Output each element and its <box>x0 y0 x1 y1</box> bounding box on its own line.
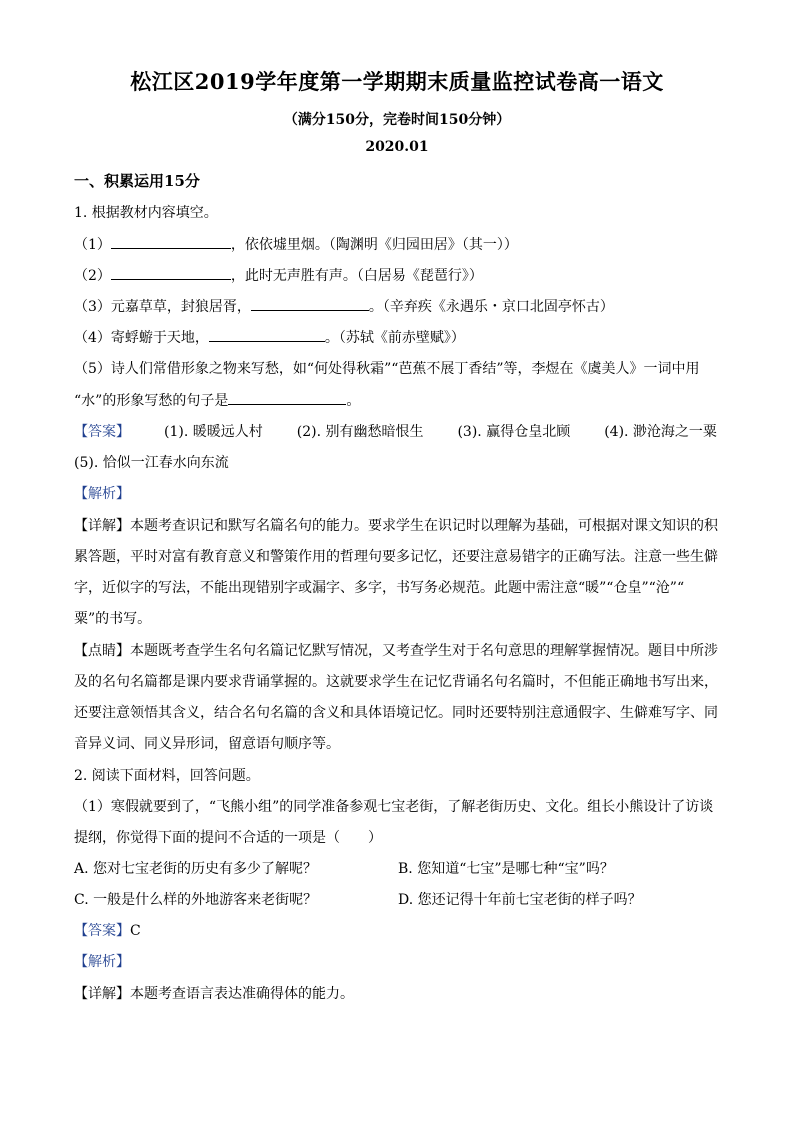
answer-tag: 【答案】 <box>74 424 130 440</box>
answer-3: (3). 赢得仓皇北顾 <box>457 424 571 440</box>
item-text: ，此时无声胜有声。（白居易《琵琶行》） <box>230 268 483 284</box>
detail-line-3: 字，近似字的写法，不能出现错别字或漏字、多字，书写务必规范。此题中需注意“暖”“仓皇”“沧”“ <box>74 580 685 596</box>
item-text: ，依依墟里烟。（陶渊明《归园田居》（其一）） <box>230 237 518 253</box>
question-2-sub-line-1: （1）寒假就要到了，“飞熊小组”的同学准备参观七宝老街，了解老街历史、文化。组长小熊设计了访谈 <box>74 799 714 815</box>
item-prefix: （4）寄蜉蝣于天地， <box>74 330 209 346</box>
item-text: 。（辛弃疾《永遇乐・京口北固亭怀古） <box>368 299 614 315</box>
option-b: B. 您知道“七宝”是哪七种“宝”吗？ <box>398 861 614 877</box>
fill-blank <box>209 327 325 342</box>
question-1-item-4 <box>74 327 724 348</box>
question-1-item-1 <box>74 234 724 255</box>
item-prefix: “水”的形象写愁的句子是 <box>74 393 229 409</box>
answer-2: (2). 别有幽愁暗恨生 <box>296 424 424 440</box>
item-prefix: （1） <box>74 237 111 253</box>
item-text: 。 <box>346 393 361 409</box>
answer-5: (5). 恰似一江春水向东流 <box>74 455 229 471</box>
question-1-stem: 1. 根据教材内容填空。 <box>74 205 218 221</box>
section-heading: 一、积累运用15分 <box>74 172 200 190</box>
point-line-3: 还要注意领悟其含义，结合名句名篇的含义和具体语境记忆。同时还要特别注意通假字、生僻难写字、同 <box>74 705 718 721</box>
point-line-4: 音异义词、同义异形词，留意语句顺序等。 <box>74 736 340 752</box>
question-1-item-2 <box>74 265 724 286</box>
item-prefix: （3）元嘉草草，封狼居胥， <box>74 299 251 315</box>
question-1-item-5-line-2 <box>74 390 724 411</box>
detail-line-2: 累答题，平时对富有教育意义和警策作用的哲理句要多记忆，还要注意易错字的正确写法。注意一些生僻 <box>74 549 718 565</box>
option-c: C. 一般是什么样的外地游客来老街呢？ <box>74 892 318 908</box>
question-1-item-5-line-1: （5）诗人们常借形象之物来写愁，如“何处得秋霜”“芭蕉不展丁香结”等，李煜在《虞美人》一词中用 <box>74 361 700 377</box>
option-a: A. 您对七宝老街的历史有多少了解呢？ <box>74 861 318 877</box>
question-2-detail <box>74 984 724 1004</box>
point-line-1 <box>74 641 724 661</box>
point-line-2: 及的名句名篇都是课内要求背诵掌握的。这就要求学生在记忆背诵名句名篇时，不但能正确地书写出来， <box>74 674 718 690</box>
point-tag: 【点睛】 <box>74 643 130 659</box>
item-text: 。（苏轼《前赤壁赋》） <box>324 330 465 346</box>
answer-tag: 【答案】 <box>74 923 130 939</box>
fill-blank <box>251 296 369 311</box>
question-2-analysis-tag: 【解析】 <box>74 954 130 970</box>
detail-line-4: 粟”的书写。 <box>74 611 152 627</box>
detail-text: 本题考查识记和默写名篇名句的能力。要求学生在识记时以理解为基础，可根据对课文知识的积 <box>130 518 718 534</box>
page-subtitle: （满分150分，完卷时间150分钟） <box>283 112 511 128</box>
question-2-sub-line-2: 提纲，你觉得下面的提问不合适的一项是（ ） <box>74 830 382 846</box>
question-2-stem: 2. 阅读下面材料，回答问题。 <box>74 768 260 784</box>
page-date: 2020.01 <box>365 139 429 155</box>
question-1-item-3 <box>74 296 724 317</box>
answer-1: (1). 暖暖远人村 <box>164 424 263 440</box>
page-title: 松江区2019学年度第一学期期末质量监控试卷高一语文 <box>130 69 664 94</box>
detail-tag: 【详解】 <box>74 986 130 1002</box>
detail-tag: 【详解】 <box>74 518 130 534</box>
question-2-answer <box>74 921 724 941</box>
option-d: D. 您还记得十年前七宝老街的样子吗？ <box>398 892 642 908</box>
question-1-answer <box>74 422 724 442</box>
item-prefix: （2） <box>74 268 111 284</box>
detail-line-1 <box>74 516 724 536</box>
answer-4: (4). 渺沧海之一粟 <box>604 424 717 440</box>
point-text: 本题既考查学生名句名篇记忆默写情况，又考查学生对于名句意思的理解掌握情况。题目中所涉 <box>130 643 718 659</box>
fill-blank <box>111 265 231 280</box>
detail-text: 本题考查语言表达准确得体的能力。 <box>130 986 354 1002</box>
analysis-tag: 【解析】 <box>74 486 130 502</box>
answer-value: C <box>130 923 141 939</box>
fill-blank <box>228 390 346 405</box>
fill-blank <box>111 234 231 249</box>
